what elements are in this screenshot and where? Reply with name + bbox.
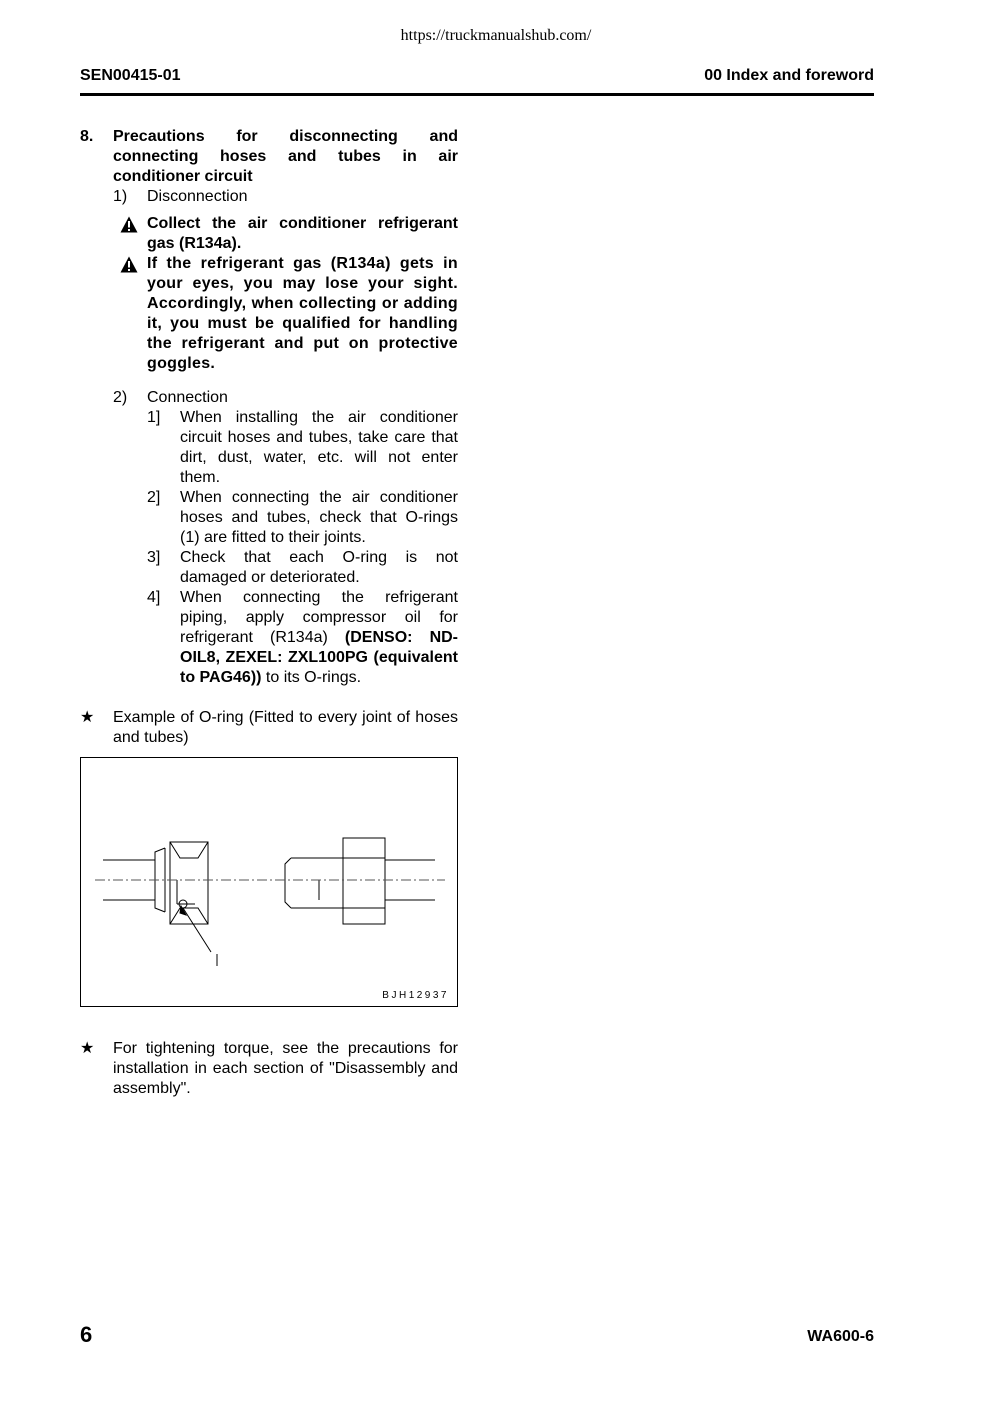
step-label: 3] bbox=[147, 549, 161, 566]
star-icon: ★ bbox=[80, 709, 95, 726]
warning-text: Collect the air conditioner refrigerant gas (R134a). bbox=[147, 215, 458, 252]
step-text: When connecting the air conditioner hoses and tubes, check that O-rings (1) are fitted to their joints. bbox=[180, 489, 458, 546]
sub-disconnection bbox=[113, 187, 458, 207]
figure-code: BJH12937 bbox=[382, 990, 449, 1001]
note-oring-example bbox=[80, 708, 458, 748]
step-2 bbox=[147, 488, 458, 548]
star-icon: ★ bbox=[80, 1040, 95, 1057]
main-column bbox=[80, 127, 458, 748]
note-tightening-torque bbox=[80, 1039, 458, 1099]
item-number: 8. bbox=[80, 128, 94, 145]
sub-label: 1) bbox=[113, 188, 128, 205]
oring-figure bbox=[80, 757, 458, 1007]
header-rule bbox=[80, 93, 874, 96]
step-label: 1] bbox=[147, 409, 161, 426]
step-text-end: to its O-rings. bbox=[261, 669, 362, 686]
step-text-start: When connecting the refrigerant piping, apply compressor oil for refrigerant (R134a) bbox=[180, 589, 458, 646]
document-code: SEN00415-01 bbox=[80, 67, 181, 84]
warning-icon bbox=[120, 214, 147, 254]
model-number: WA600-6 bbox=[807, 1328, 874, 1345]
step-text: When installing the air conditioner circuit hoses and tubes, take care that dirt, dust, water, etc. will not enter them. bbox=[180, 409, 458, 486]
step-text: Check that each O-ring is not damaged or deteriorated. bbox=[180, 549, 458, 586]
source-url[interactable]: https://truckmanualshub.com/ bbox=[400, 27, 592, 44]
sub-connection bbox=[113, 388, 458, 408]
step-1 bbox=[147, 408, 458, 488]
warning-text: If the refrigerant gas (R134a) gets in your eyes, you may lose your sight. Accordingly, when collecting or adding it, you must be qualified for handling the refrigerant and put on protective goggles. bbox=[147, 255, 458, 372]
step-label: 2] bbox=[147, 489, 161, 506]
note-text: Example of O-ring (Fitted to every joint of hoses and tubes) bbox=[113, 709, 458, 746]
item-8 bbox=[80, 127, 458, 187]
step-label: 4] bbox=[147, 589, 161, 606]
sub-title: Disconnection bbox=[147, 188, 248, 205]
section-title: 00 Index and foreword bbox=[704, 67, 874, 84]
oring-diagram bbox=[81, 758, 457, 1006]
sub-title: Connection bbox=[147, 389, 228, 406]
step-4 bbox=[147, 588, 458, 688]
warning-eye-hazard bbox=[120, 254, 458, 374]
warning-icon bbox=[120, 254, 147, 374]
sub-label: 2) bbox=[113, 389, 128, 406]
step-text bbox=[180, 588, 458, 688]
note-text: For tightening torque, see the precautions for installation in each section of "Disassembly and assembly". bbox=[113, 1040, 458, 1097]
oil-spec: (DENSO: ND-OIL8, ZEXEL: ZXL100PG (equivalent to PAG46)) bbox=[180, 629, 459, 686]
item-title: Precautions for disconnecting and connecting hoses and tubes in air conditioner circuit bbox=[113, 128, 458, 185]
step-3 bbox=[147, 548, 458, 588]
page-number: 6 bbox=[80, 1322, 93, 1347]
warning-collect-gas bbox=[120, 214, 458, 254]
